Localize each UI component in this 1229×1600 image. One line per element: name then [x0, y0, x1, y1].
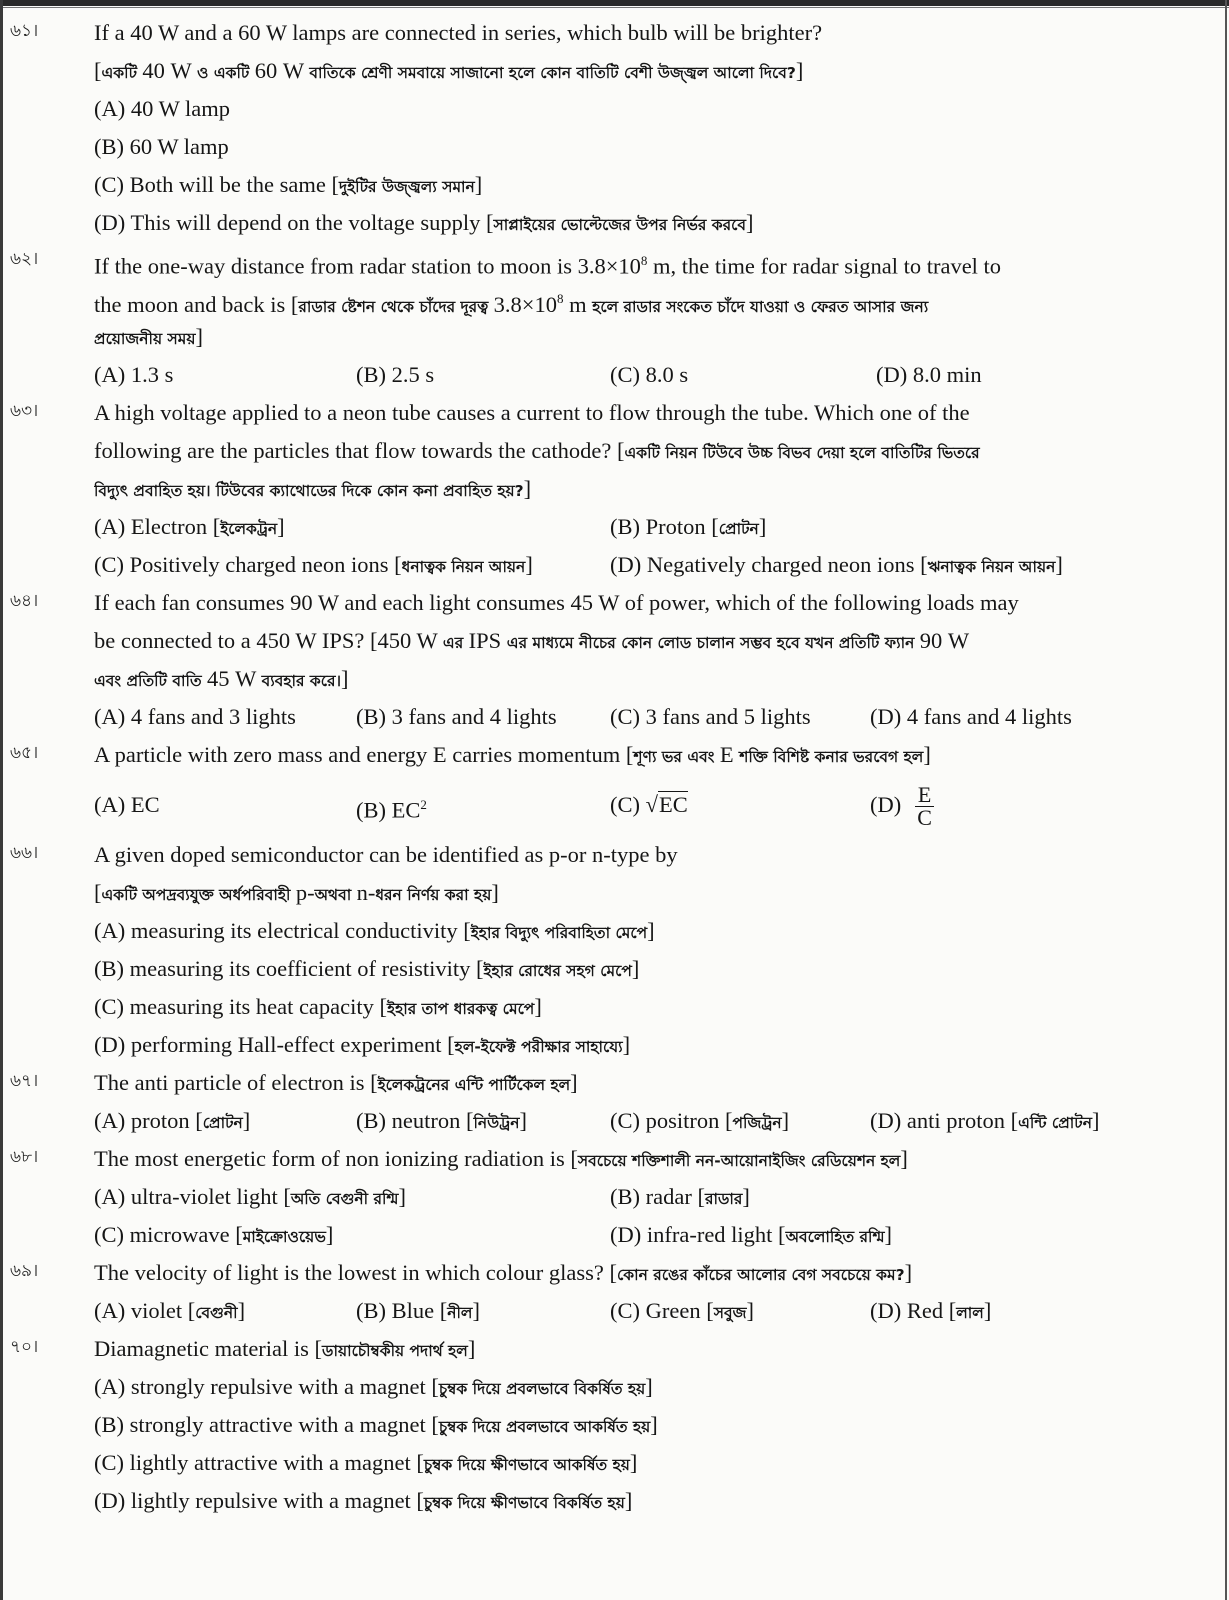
- question-text: If a 40 W and a 60 W lamps are connected in series, which bulb will be brighter?: [94, 20, 823, 45]
- question-text: Diamagnetic material is [ডায়াচৌম্বকীয় পদার্থ হল]: [94, 1336, 476, 1361]
- square-root: √EC: [645, 792, 688, 817]
- question-number: ৬৮।: [10, 1147, 39, 1167]
- question-66: [0, 836, 1229, 1064]
- question-text-bengali: বিদ্যুৎ প্রবাহিত হয়। টিউবের ক্যাথোডের দিকে কোন কনা প্রবাহিত হয়?]: [94, 476, 532, 501]
- question-61: [0, 14, 1229, 242]
- question-69: [0, 1254, 1229, 1330]
- question-number: ৬৩।: [10, 401, 39, 421]
- question-62: [0, 242, 1229, 394]
- question-number: ৬৯।: [10, 1261, 39, 1281]
- question-text: The velocity of light is the lowest in which colour glass? [কোন রঙের কাঁচের আলোর বেগ সবচেয়ে কম?]: [94, 1260, 913, 1285]
- question-number: ৭০।: [10, 1337, 39, 1357]
- question-text: following are the particles that flow towards the cathode? [একটি নিয়ন টিউবে উচ্চ বিভব দেয়া হলে বাতিটির ভিতরে: [94, 438, 980, 463]
- option-c[interactable]: (C) Green [সবুজ]: [610, 1298, 754, 1323]
- option-d[interactable]: (D) 4 fans and 4 lights: [870, 704, 1072, 729]
- question-text: If each fan consumes 90 W and each light consumes 45 W of power, which of the following loads may: [94, 590, 1019, 615]
- option-b[interactable]: (B) measuring its coefficient of resistivity [ইহার রোধের সহগ মেপে]: [94, 956, 640, 981]
- options-row: [94, 508, 1229, 546]
- option-d[interactable]: (D) infra-red light [অবলোহিত রশ্মি]: [610, 1222, 893, 1247]
- option-d-label: (D): [870, 792, 907, 817]
- option-b[interactable]: (B) radar [রাডার]: [610, 1184, 750, 1209]
- options-row: [94, 1178, 1229, 1216]
- question-text-part: m হলে রাডার সংকেত চাঁদে যাওয়া ও ফেরত আসার জন্য: [563, 291, 929, 317]
- top-border-rule: [0, 0, 1229, 6]
- option-b[interactable]: (B) 2.5 s: [356, 362, 435, 387]
- question-text: The anti particle of electron is [ইলেকট্রনের এন্টি পার্টিকেল হল]: [94, 1070, 578, 1095]
- question-67: [0, 1064, 1229, 1140]
- option-a[interactable]: (A) 1.3 s: [94, 362, 174, 387]
- option-b[interactable]: (B) neutron [নিউট্রন]: [356, 1108, 527, 1133]
- option-a[interactable]: (A) Electron [ইলেকট্রন]: [94, 514, 285, 539]
- option-c[interactable]: (C) microwave [মাইক্রোওয়েভ]: [94, 1222, 334, 1247]
- exponent: 8: [640, 253, 648, 268]
- question-number: ৬৫।: [10, 743, 39, 763]
- question-68: [0, 1140, 1229, 1254]
- question-70: [0, 1330, 1229, 1520]
- question-text-part: If the one-way distance from radar station to moon is 3.8×10: [94, 253, 641, 279]
- option-b[interactable]: (B) 3 fans and 4 lights: [356, 704, 557, 729]
- question-text: [94, 280, 1199, 318]
- denominator: C: [917, 805, 932, 831]
- option-c[interactable]: (C) Positively charged neon ions [ধনাত্বক নিয়ন আয়ন]: [94, 552, 533, 577]
- question-number: ৬৭।: [10, 1071, 39, 1091]
- question-number: ৬১।: [10, 21, 39, 41]
- question-number: ৬৬।: [10, 843, 39, 863]
- question-64: [0, 584, 1229, 736]
- option-c[interactable]: (C) measuring its heat capacity [ইহার তাপ ধারকত্ব মেপে]: [94, 994, 542, 1019]
- question-text: be connected to a 450 W IPS? [450 W এর IPS এর মাধ্যমে নীচের কোন লোড চালান সম্ভব হবে যখন প্রতিটি ফ্যান 90 W: [94, 628, 970, 653]
- question-number: ৬৪।: [10, 591, 39, 611]
- exponent: 8: [556, 291, 564, 306]
- option-a[interactable]: (A) violet [বেগুনী]: [94, 1298, 246, 1323]
- options-row: [94, 546, 1229, 584]
- top-border-rule-thin: [0, 7, 1229, 8]
- option-a[interactable]: (A) ultra-violet light [অতি বেগুনী রশ্মি]: [94, 1184, 406, 1209]
- options-row: [94, 774, 1229, 836]
- question-65: [0, 736, 1229, 836]
- option-d[interactable]: (D) Negatively charged neon ions [ঋনাত্বক নিয়ন আয়ন]: [610, 552, 1063, 577]
- option-c-label: (C): [610, 792, 646, 817]
- numerator: E: [915, 784, 934, 807]
- option-a[interactable]: (A) measuring its electrical conductivity [ইহার বিদ্যুৎ পরিবাহিতা মেপে]: [94, 918, 655, 943]
- option-d[interactable]: (D) Red [লাল]: [870, 1298, 992, 1323]
- question-text-bengali: [একটি অপদ্রব্যযুক্ত অর্ধপরিবাহী p-অথবা n-ধরন নির্ণয় করা হয়]: [94, 880, 499, 905]
- option-c[interactable]: (C) 8.0 s: [610, 362, 689, 387]
- option-b[interactable]: [356, 774, 427, 842]
- bengali-translation: [একটি 40 W ও একটি 60 W বাতিকে শ্রেণী সমবায়ে সাজানো হলে কোন বাতিটি বেশী উজ্জ্বল আলো দিবে?]: [94, 58, 804, 83]
- option-d[interactable]: (D) anti proton [এন্টি প্রোটন]: [870, 1108, 1100, 1133]
- question-text-bengali: প্রয়োজনীয় সময়]: [94, 324, 203, 349]
- option-a[interactable]: (A) EC: [94, 792, 160, 817]
- question-text-bengali: এবং প্রতিটি বাতি 45 W ব্যবহার করে।]: [94, 666, 349, 691]
- option-d[interactable]: [870, 774, 934, 836]
- option-a[interactable]: (A) proton [প্রোটন]: [94, 1108, 251, 1133]
- option-d[interactable]: (D) 8.0 min: [876, 362, 982, 387]
- option-b-text: (B) EC: [356, 797, 421, 823]
- option-c[interactable]: (C) lightly attractive with a magnet [চুম্বক দিয়ে ক্ষীণভাবে আকর্ষিত হয়]: [94, 1450, 638, 1475]
- radicand: EC: [658, 792, 688, 817]
- question-text: A given doped semiconductor can be identified as p-or n-type by: [94, 842, 678, 867]
- question-text: [94, 242, 1199, 280]
- option-b[interactable]: (B) 60 W lamp: [94, 134, 229, 159]
- options-row: [94, 356, 1229, 394]
- question-text: The most energetic form of non ionizing radiation is [সবচেয়ে শক্তিশালী নন-আয়োনাইজিং রেডিয়েশন হল]: [94, 1146, 908, 1171]
- option-d[interactable]: (D) lightly repulsive with a magnet [চুম্বক দিয়ে ক্ষীণভাবে বিকর্ষিত হয়]: [94, 1488, 633, 1513]
- option-d[interactable]: (D) This will depend on the voltage supply [সাপ্লাইয়ের ভোল্টেজের উপর নির্ভর করবে]: [94, 210, 754, 235]
- question-text-part: the moon and back is [রাডার ষ্টেশন থেকে চাঁদের দূরত্ব 3.8×10: [94, 291, 557, 317]
- option-b[interactable]: (B) strongly attractive with a magnet [চুম্বক দিয়ে প্রবলভাবে আকর্ষিত হয়]: [94, 1412, 658, 1437]
- option-c[interactable]: [610, 774, 688, 836]
- option-c[interactable]: (C) Both will be the same [দুইটির উজ্জ্বল্য সমান]: [94, 172, 483, 197]
- option-b[interactable]: (B) Blue [নীল]: [356, 1298, 480, 1323]
- options-row: [94, 1216, 1229, 1254]
- question-text-bengali: [94, 52, 1199, 90]
- options-row: [94, 698, 1229, 736]
- options-row: [94, 1292, 1229, 1330]
- option-a[interactable]: (A) 40 W lamp: [94, 96, 231, 121]
- option-b[interactable]: (B) Proton [প্রোটন]: [610, 514, 767, 539]
- fraction: [915, 784, 934, 829]
- option-a[interactable]: (A) 4 fans and 3 lights: [94, 704, 296, 729]
- option-c[interactable]: (C) 3 fans and 5 lights: [610, 704, 811, 729]
- exponent: 2: [420, 797, 427, 812]
- question-text: A high voltage applied to a neon tube causes a current to flow through the tube. Which one of the: [94, 400, 970, 425]
- option-d[interactable]: (D) performing Hall-effect experiment [হল-ইফেক্ট পরীক্ষার সাহায্যে]: [94, 1032, 631, 1057]
- question-number: ৬২।: [10, 249, 39, 269]
- question-text: A particle with zero mass and energy E carries momentum [শূণ্য ভর এবং E শক্তি বিশিষ্ট কনার ভরবেগ হল]: [94, 742, 931, 767]
- question-63: [0, 394, 1229, 584]
- option-c[interactable]: (C) positron [পজিট্রন]: [610, 1108, 790, 1133]
- question-sheet: [0, 14, 1229, 1520]
- options-row: [94, 1102, 1229, 1140]
- option-a[interactable]: (A) strongly repulsive with a magnet [চুম্বক দিয়ে প্রবলভাবে বিকর্ষিত হয়]: [94, 1374, 653, 1399]
- question-text-part: m, the time for radar signal to travel to: [647, 253, 1002, 279]
